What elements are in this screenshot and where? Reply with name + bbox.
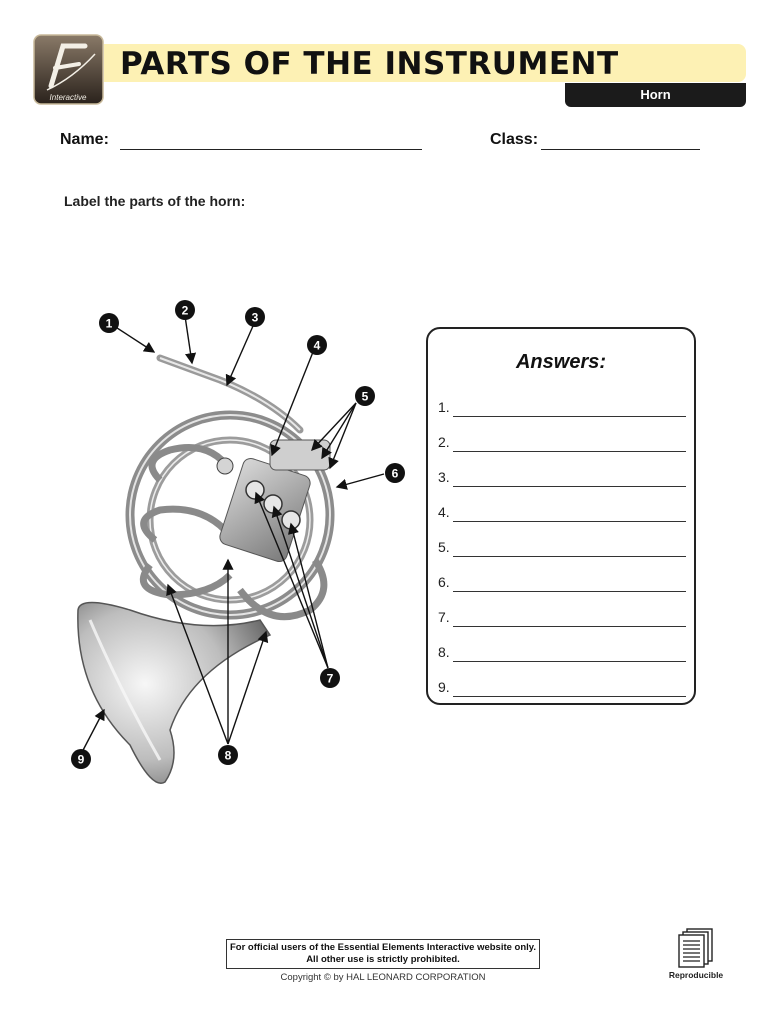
answer-row[interactable] bbox=[438, 644, 686, 664]
callout-6 bbox=[385, 463, 405, 483]
svg-text:5: 5 bbox=[361, 389, 369, 404]
svg-text:1: 1 bbox=[105, 316, 113, 331]
callout-3 bbox=[245, 307, 265, 327]
svg-text:3: 3 bbox=[251, 310, 259, 325]
class-label: Class: bbox=[490, 131, 539, 148]
answer-row[interactable] bbox=[438, 434, 686, 454]
answer-row[interactable] bbox=[438, 504, 686, 524]
answer-number: 2. bbox=[438, 434, 450, 450]
class-field-line[interactable] bbox=[541, 149, 700, 150]
answer-line[interactable] bbox=[453, 591, 686, 592]
answer-number: 6. bbox=[438, 574, 450, 590]
answer-row[interactable] bbox=[438, 679, 686, 699]
answers-title: Answers: bbox=[515, 351, 607, 373]
usage-notice bbox=[226, 939, 540, 969]
answer-line[interactable] bbox=[453, 416, 686, 417]
answer-number: 1. bbox=[438, 399, 450, 415]
svg-text:9: 9 bbox=[77, 752, 85, 767]
svg-text:8: 8 bbox=[224, 748, 232, 763]
essential-elements-interactive-logo bbox=[33, 34, 104, 105]
copyright-text: Copyright © by HAL LEONARD CORPORATION bbox=[280, 972, 486, 983]
instruction-text: Label the parts of the horn: bbox=[64, 193, 246, 209]
answer-number: 5. bbox=[438, 539, 450, 555]
answer-row[interactable] bbox=[438, 609, 686, 629]
svg-text:4: 4 bbox=[313, 338, 321, 353]
answer-line[interactable] bbox=[453, 486, 686, 487]
callout-4 bbox=[307, 335, 327, 355]
callout-8 bbox=[218, 745, 238, 765]
callout-2 bbox=[175, 300, 195, 320]
reproducible-label: Reproducible bbox=[668, 970, 724, 980]
answer-number: 7. bbox=[438, 609, 450, 625]
svg-text:6: 6 bbox=[391, 466, 399, 481]
answer-line[interactable] bbox=[453, 451, 686, 452]
answer-row[interactable] bbox=[438, 574, 686, 594]
usage-notice-line-2: All other use is strictly prohibited. bbox=[306, 954, 460, 965]
svg-text:7: 7 bbox=[326, 671, 334, 686]
answer-row[interactable] bbox=[438, 399, 686, 419]
answer-number: 8. bbox=[438, 644, 450, 660]
answer-row[interactable] bbox=[438, 469, 686, 489]
answer-row[interactable] bbox=[438, 539, 686, 559]
callout-7 bbox=[320, 668, 340, 688]
answer-number: 3. bbox=[438, 469, 450, 485]
subject-label: Horn bbox=[640, 87, 671, 102]
svg-text:2: 2 bbox=[181, 303, 189, 318]
answer-number: 4. bbox=[438, 504, 450, 520]
answer-line[interactable] bbox=[453, 661, 686, 662]
answers-box bbox=[426, 327, 696, 705]
callout-9 bbox=[71, 749, 91, 769]
callout-5 bbox=[355, 386, 375, 406]
answer-number: 9. bbox=[438, 679, 450, 695]
callout-1 bbox=[99, 313, 119, 333]
horn-diagram bbox=[60, 290, 420, 820]
logo-text: Interactive bbox=[49, 93, 87, 102]
name-field-line[interactable] bbox=[120, 149, 422, 150]
reproducible-document-icon bbox=[678, 928, 714, 968]
usage-notice-line-1: For official users of the Essential Elements Interactive website only. bbox=[229, 942, 537, 953]
page-title: PARTS OF THE INSTRUMENT bbox=[120, 46, 619, 82]
answer-line[interactable] bbox=[453, 556, 686, 557]
answer-line[interactable] bbox=[453, 696, 686, 697]
answer-line[interactable] bbox=[453, 626, 686, 627]
answer-line[interactable] bbox=[453, 521, 686, 522]
name-label: Name: bbox=[60, 131, 109, 148]
horn-illustration bbox=[78, 358, 330, 783]
